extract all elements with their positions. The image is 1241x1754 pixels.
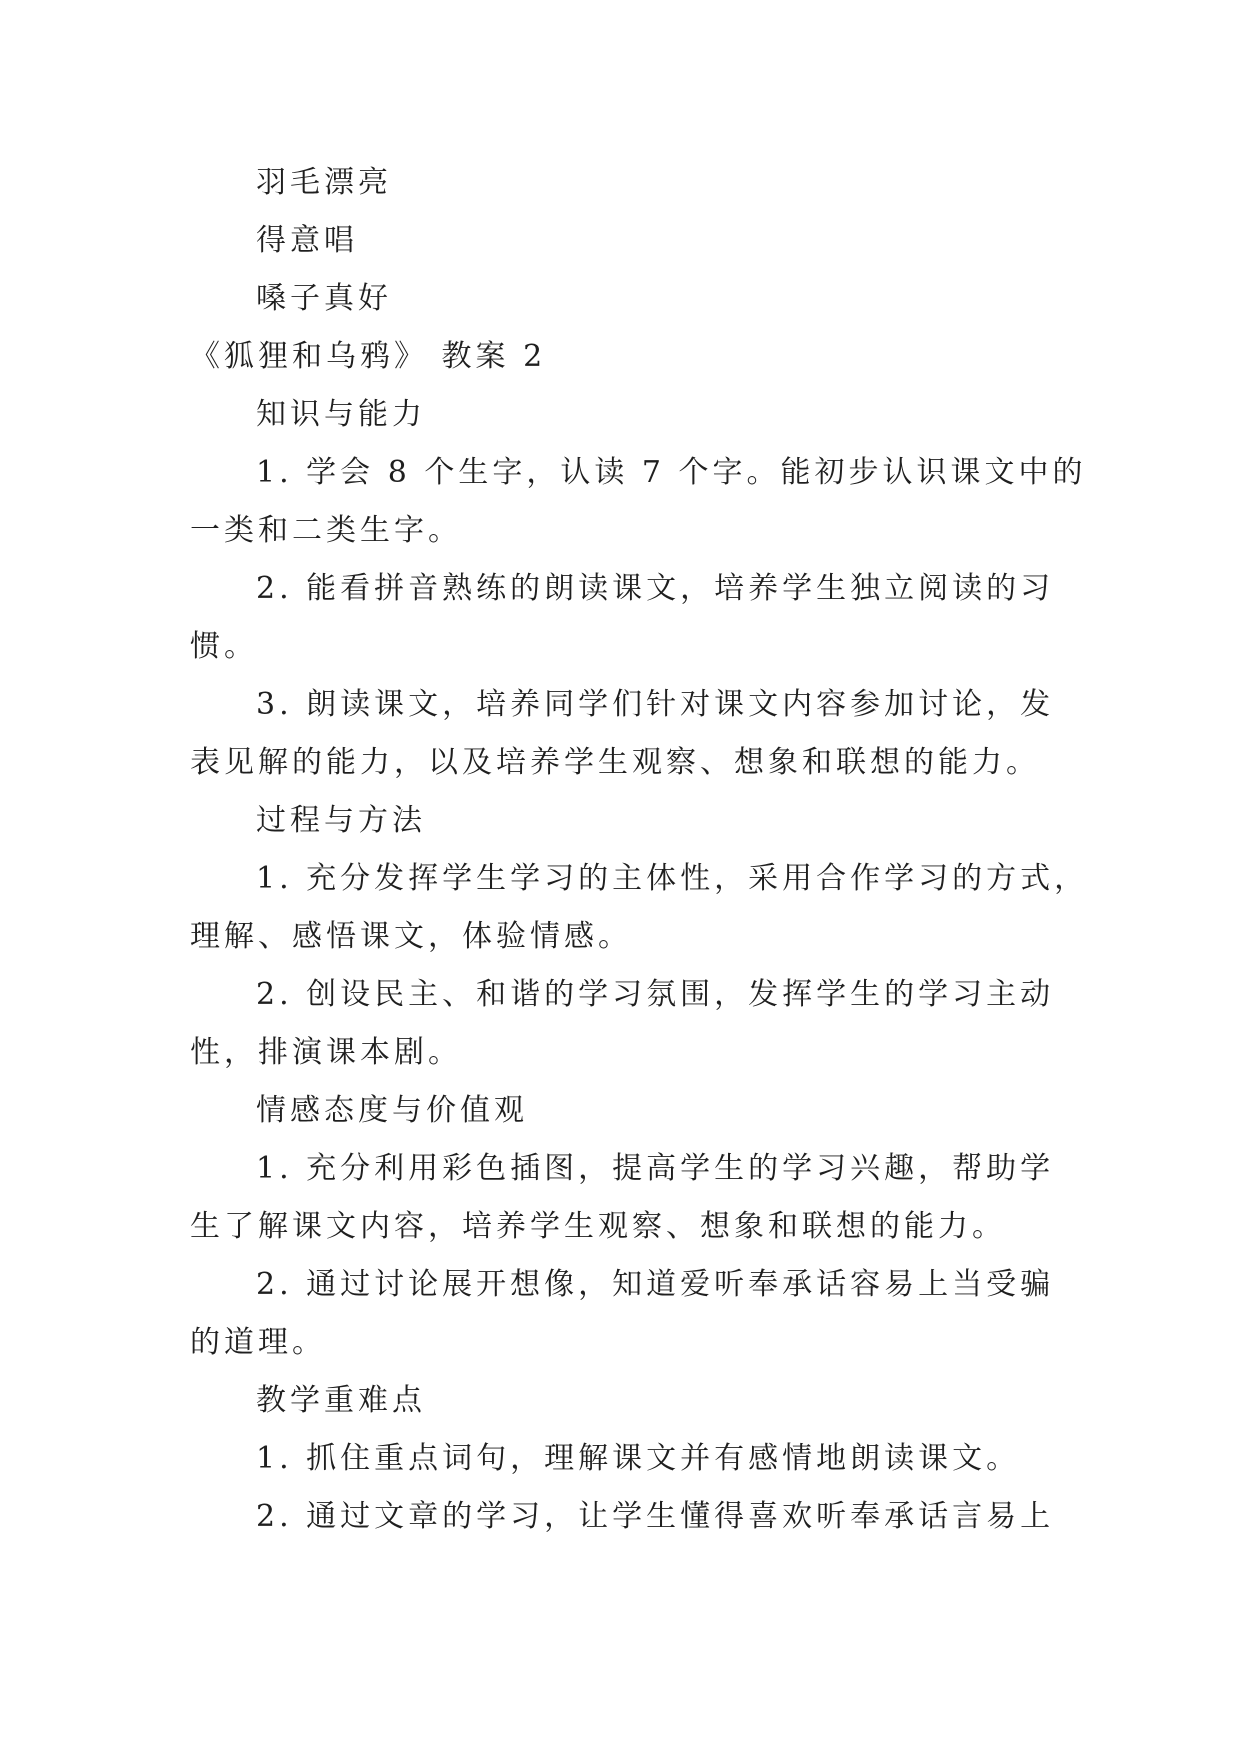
- list-item: 3. 朗读课文，培养同学们针对课文内容参加讨论，发: [256, 687, 1055, 722]
- list-item-continuation: 性，排演课本剧。: [190, 1035, 462, 1070]
- list-item-continuation: 生了解课文内容，培养学生观察、想象和联想的能力。: [190, 1209, 1006, 1244]
- list-item-continuation: 的道理。: [190, 1325, 326, 1360]
- list-item: 1. 充分发挥学生学习的主体性，采用合作学习的方式，: [256, 861, 1089, 896]
- text-line: 嗓子真好: [256, 281, 392, 316]
- subsection-heading: 情感态度与价值观: [256, 1093, 528, 1128]
- subsection-heading: 教学重难点: [256, 1383, 426, 1418]
- text-line: 羽毛漂亮: [256, 165, 392, 200]
- subsection-heading: 过程与方法: [256, 803, 426, 838]
- list-item-continuation: 惯。: [190, 629, 258, 664]
- list-item: 2. 创设民主、和谐的学习氛围，发挥学生的学习主动: [256, 977, 1055, 1012]
- list-item-continuation: 一类和二类生字。: [190, 513, 462, 548]
- list-item: 2. 通过讨论展开想像，知道爱听奉承话容易上当受骗: [256, 1267, 1055, 1302]
- list-item: 1. 学会 8 个生字，认读 7 个字。能初步认识课文中的: [256, 455, 1087, 490]
- subsection-heading: 知识与能力: [256, 397, 426, 432]
- list-item: 1. 抓住重点词句，理解课文并有感情地朗读课文。: [256, 1441, 1021, 1476]
- list-item-continuation: 理解、感悟课文，体验情感。: [190, 919, 632, 954]
- list-item-continuation: 表见解的能力，以及培养学生观察、想象和联想的能力。: [190, 745, 1040, 780]
- text-line: 得意唱: [256, 223, 358, 258]
- list-item: 2. 通过文章的学习，让学生懂得喜欢听奉承话言易上: [256, 1499, 1055, 1534]
- list-item: 2. 能看拼音熟练的朗读课文，培养学生独立阅读的习: [256, 571, 1055, 606]
- list-item: 1. 充分利用彩色插图，提高学生的学习兴趣，帮助学: [256, 1151, 1055, 1186]
- section-title: 《狐狸和乌鸦》 教案 2: [190, 339, 547, 374]
